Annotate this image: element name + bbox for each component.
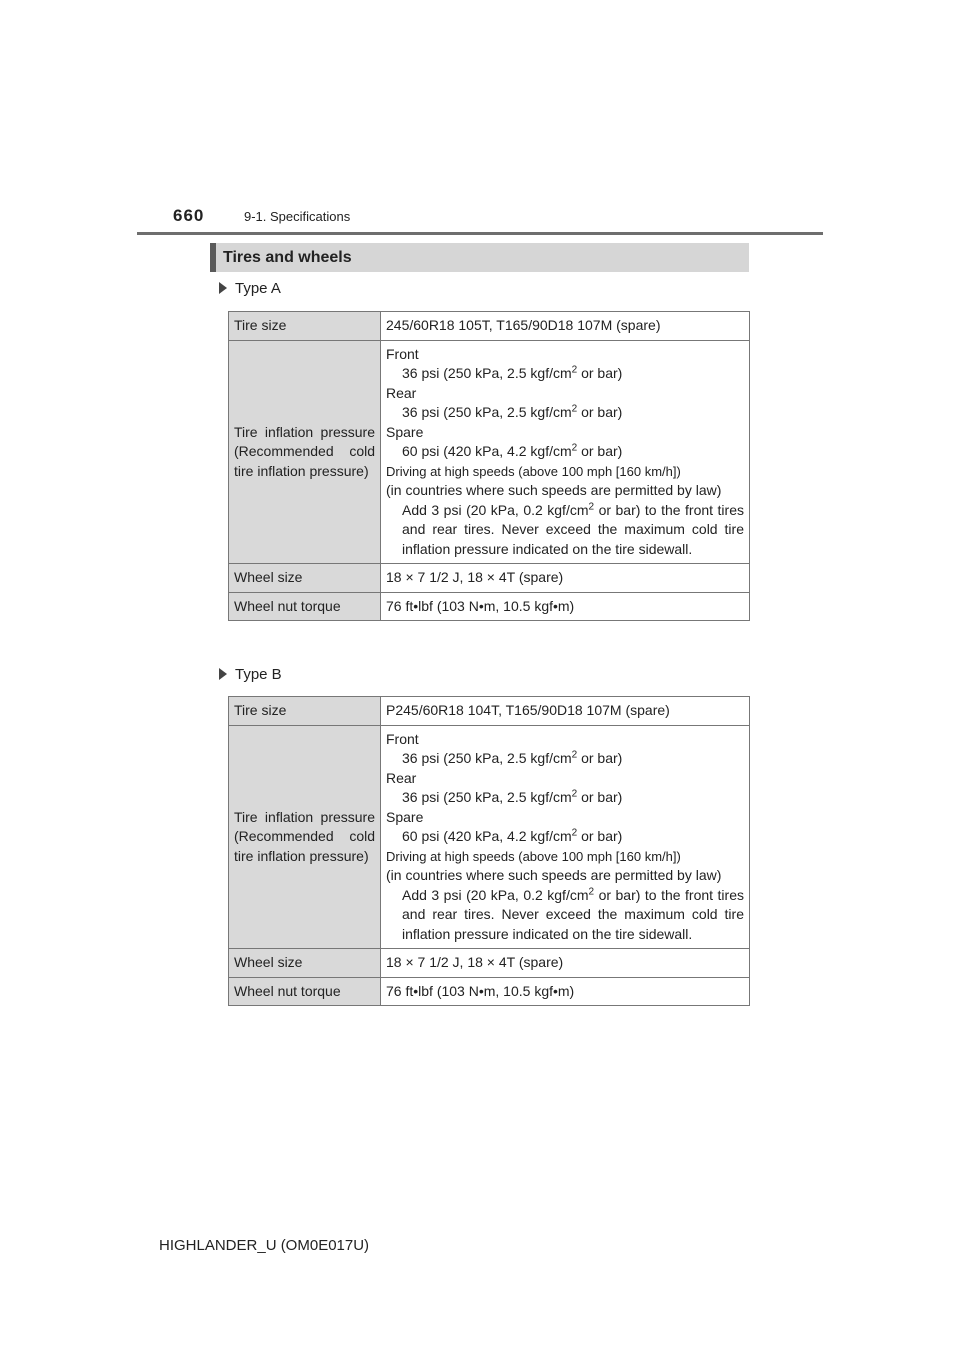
- table-row: [229, 697, 750, 726]
- arrow-right-icon: [219, 668, 227, 680]
- rear-label: Rear: [386, 384, 417, 401]
- spare-value: 60 psi (420 kPa, 4.2 kgf/$cm^2$ or bar): [402, 442, 623, 459]
- table-row: [229, 977, 750, 1006]
- inflation-label: Tire inflation pressure (Recommended cold tire inflation pressure): [229, 725, 381, 949]
- tire-size-label: Tire size: [229, 312, 381, 341]
- wheel-nut-torque-label: Wheel nut torque: [229, 977, 381, 1006]
- wheel-size-label: Wheel size: [229, 564, 381, 593]
- type-b-text: Type B: [235, 666, 282, 683]
- header-rule: [137, 232, 823, 235]
- type-a-spec-table: [228, 311, 750, 621]
- high-speed-note: Driving at high speeds (above 100 mph [160 km/h]): [386, 463, 681, 479]
- page-number: 660: [173, 206, 205, 225]
- table-row: [229, 564, 750, 593]
- rear-label: Rear: [386, 769, 417, 786]
- front-label: Front: [386, 730, 419, 747]
- tire-size-value: 245/60R18 105T, T165/90D18 107M (spare): [381, 312, 750, 341]
- high-speed-note: Driving at high speeds (above 100 mph [160 km/h]): [386, 848, 681, 864]
- footer-manual-id: HIGHLANDER_U (OM0E017U): [159, 1237, 370, 1254]
- rear-value: 36 psi (250 kPa, 2.5 kgf/$cm^2$ or bar): [402, 403, 623, 420]
- countries-note: (in countries where such speeds are permitted by law): [386, 482, 722, 498]
- table-row: [229, 340, 750, 564]
- tire-size-value: P245/60R18 104T, T165/90D18 107M (spare): [381, 697, 750, 726]
- type-a-text: Type A: [235, 280, 281, 297]
- spare-value: 60 psi (420 kPa, 4.2 kgf/$cm^2$ or bar): [402, 827, 623, 844]
- wheel-size-value: 18 × 7 1/2 J, 18 × 4T (spare): [381, 949, 750, 978]
- inflation-value: [381, 725, 750, 949]
- inflation-label: Tire inflation pressure (Recommended cold tire inflation pressure): [229, 340, 381, 564]
- spare-label: Spare: [386, 423, 424, 440]
- countries-note: (in countries where such speeds are permitted by law): [386, 867, 722, 883]
- wheel-nut-torque-value: 76 ft•lbf (103 N•m, 10.5 kgf•m): [381, 977, 750, 1006]
- section-banner: Tires and wheels: [210, 243, 749, 272]
- front-label: Front: [386, 345, 419, 362]
- rear-value: 36 psi (250 kPa, 2.5 kgf/$cm^2$ or bar): [402, 788, 623, 805]
- wheel-size-label: Wheel size: [229, 949, 381, 978]
- type-b-label: [219, 666, 282, 683]
- type-b-spec-table: [228, 696, 750, 1006]
- front-value: 36 psi (250 kPa, 2.5 kgf/$cm^2$ or bar): [402, 364, 623, 381]
- section-label: 9-1. Specifications: [244, 209, 351, 224]
- add-pressure-note: Add 3 psi (20 kPa, 0.2 kgf/$cm^2$ or bar) to the front tires and rear tires. Never exceed the maximum cold tire inflation pressure indicated on the tire sidewall.: [402, 885, 744, 942]
- table-row: [229, 592, 750, 621]
- wheel-size-value: 18 × 7 1/2 J, 18 × 4T (spare): [381, 564, 750, 593]
- table-row: [229, 949, 750, 978]
- add-pressure-note: Add 3 psi (20 kPa, 0.2 kgf/$cm^2$ or bar) to the front tires and rear tires. Never exceed the maximum cold tire inflation pressure indicated on the tire sidewall.: [402, 500, 744, 557]
- table-row: [229, 725, 750, 949]
- tire-size-label: Tire size: [229, 697, 381, 726]
- inflation-value: [381, 340, 750, 564]
- front-value: 36 psi (250 kPa, 2.5 kgf/$cm^2$ or bar): [402, 749, 623, 766]
- wheel-nut-torque-label: Wheel nut torque: [229, 592, 381, 621]
- spare-label: Spare: [386, 808, 424, 825]
- type-a-label: [219, 280, 281, 297]
- arrow-right-icon: [219, 282, 227, 294]
- table-row: [229, 312, 750, 341]
- wheel-nut-torque-value: 76 ft•lbf (103 N•m, 10.5 kgf•m): [381, 592, 750, 621]
